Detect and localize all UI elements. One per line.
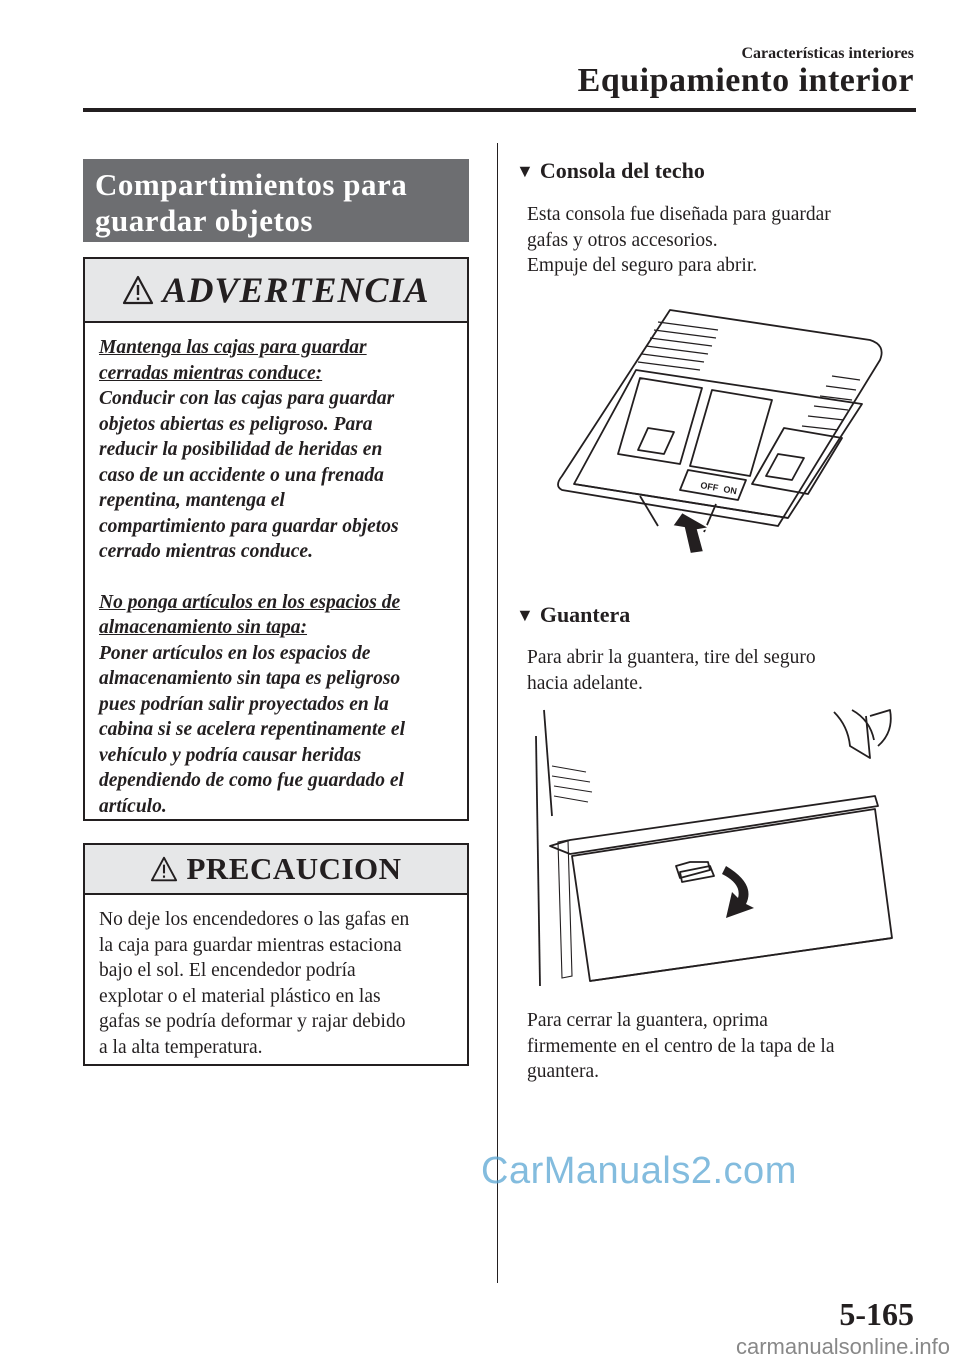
header-rule [83,108,916,112]
caution-text-line: gafas se podría deformar y rajar debido [99,1011,406,1032]
warning-box [83,257,469,821]
glovebox-open-text [527,645,907,696]
warning-text-line: caso de un accidente o una frenada [99,464,384,486]
paragraph-line: firmemente en el centro de la tapa de la [527,1035,835,1057]
warning-text-line: dependiendo de como fue guardado el [99,770,404,791]
warning-heading-line: No ponga artículos en los espacios de [99,591,401,613]
warning-text-line: Poner artículos en los espacios de [99,642,371,664]
section-title-line2: guardar objetos [95,203,313,238]
warning-text-line: cabina si se acelera repentinamente el [99,719,406,740]
column-divider [497,143,498,1283]
triangle-bullet-icon: ▼ [516,160,534,181]
warning-text-line: objetos abiertas es peligroso. Para [99,413,373,435]
overhead-console-text [527,202,907,279]
pull-arrow-icon [722,866,754,918]
warning-text-line: Conducir con las cajas para guardar [99,388,395,409]
watermark: CarManuals2.com [481,1150,797,1192]
caution-body [85,895,467,1060]
paragraph-line: hacia adelante. [527,672,643,694]
caution-label: PRECAUCION [186,851,402,886]
warning-label: ADVERTENCIA [162,270,430,310]
warning-text-line: cerrado mientras conduce. [99,541,313,562]
warning-header [85,259,467,323]
paragraph-line: Para abrir la guantera, tire del seguro [527,647,816,668]
warning-text-line: vehículo y podría causar heridas [99,744,362,766]
section-banner [83,159,469,242]
caution-header [85,845,467,895]
warning-text-line: almacenamiento sin tapa es peligroso [99,668,401,689]
glovebox-illustration [530,706,900,998]
paragraph-line: gafas y otros accesorios. [527,229,718,251]
push-arrow-icon [672,512,710,554]
paragraph-line: guantera. [527,1061,600,1082]
section-title-line1: Compartimientos para [95,167,408,202]
caution-box [83,843,469,1066]
overhead-console-illustration [540,300,890,560]
caution-text-line: la caja para guardar mientras estaciona [99,934,402,956]
warning-heading-line: Mantenga las cajas para guardar [99,337,367,358]
chapter-title: Equipamiento interior [577,62,914,99]
glovebox-close-text [527,1008,907,1085]
warning-text-line: artículo. [99,795,167,817]
caution-text-line: explotar o el material plástico en las [99,985,381,1007]
overhead-console-heading: ▼ Consola del techo [516,158,705,183]
warning-triangle-icon [122,275,154,305]
warning-heading-line: cerradas mientras conduce: [99,362,323,384]
caution-text-line: bajo el sol. El encendedor podría [99,960,356,981]
warning-body [85,323,467,819]
caution-text-line: a la alta temperatura. [99,1036,263,1058]
paragraph-line: Empuje del seguro para abrir. [527,255,758,276]
warning-text-line: pues podrían salir proyectados en la [99,693,389,715]
switch-on-label: ON [722,484,738,497]
warning-text-line: reducir la posibilidad de heridas en [99,439,383,460]
warning-text-line: repentina, mantenga el [99,490,285,511]
warning-text-line: compartimiento para guardar objetos [99,515,399,537]
caution-triangle-icon [150,856,178,882]
footer-url[interactable]: carmanualsonline.info [735,1334,950,1359]
paragraph-line: Esta consola fue diseñada para guardar [527,204,831,225]
page-number: 5-165 [839,1296,914,1332]
paragraph-line: Para cerrar la guantera, oprima [527,1010,768,1031]
chapter-subtitle: Características interiores [741,45,914,62]
triangle-bullet-icon: ▼ [516,604,534,625]
caution-text-line: No deje los encendedores o las gafas en [99,909,410,930]
glovebox-heading: ▼ Guantera [516,602,631,627]
warning-heading-line: almacenamiento sin tapa: [99,617,308,638]
switch-off-label: OFF [699,480,720,494]
